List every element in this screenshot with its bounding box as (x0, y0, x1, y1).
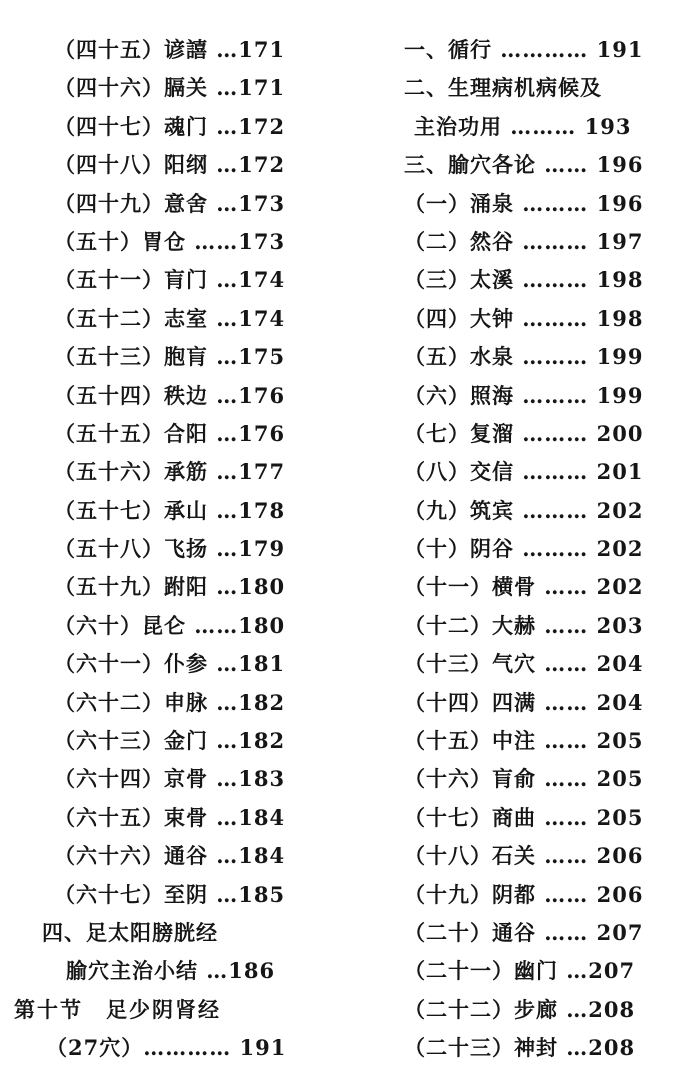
toc-entry (14, 1029, 314, 1067)
toc-entry (404, 377, 694, 415)
toc-entry-text: （六十二）申脉 …182 (54, 689, 286, 715)
toc-entry (404, 722, 694, 760)
toc-entry (14, 415, 314, 453)
toc-entry-text: （四十八）阳纲 …172 (54, 152, 286, 178)
toc-entry-text: （二十一）幽门 …207 (404, 958, 636, 984)
toc-entry-text: （四十七）魂门 …172 (54, 113, 286, 139)
toc-entry (404, 415, 694, 453)
toc-entry (14, 223, 314, 261)
toc-entry-text: （六）照海 ……… 199 (404, 382, 644, 408)
toc-entry-text: 四、足太阳膀胱经 (42, 919, 218, 945)
toc-entry-text: （五十七）承山 …178 (54, 497, 286, 523)
toc-entry-text: 二、生理病机病候及 (404, 75, 602, 101)
toc-entry (14, 645, 314, 683)
toc-entry-text: （二十）通谷 …… 207 (404, 919, 644, 945)
toc-entry (14, 684, 314, 722)
toc-entry (404, 568, 694, 606)
toc-entry-text: （五十一）肓门 …174 (54, 267, 286, 293)
toc-entry (14, 722, 314, 760)
toc-entry (14, 991, 314, 1029)
toc-entry (404, 530, 694, 568)
toc-entry (404, 1029, 694, 1067)
toc-entry-text: （十六）肓俞 …… 205 (404, 766, 644, 792)
toc-entry (14, 69, 314, 107)
toc-entry-text: （十八）石关 …… 206 (404, 843, 644, 869)
toc-entry-text: 一、循行 ………… 191 (404, 37, 644, 62)
toc-right-column (404, 31, 694, 1068)
toc-entry-text: （五十四）秩边 …176 (54, 382, 286, 408)
toc-entry-text: （六十三）金门 …182 (54, 728, 286, 754)
toc-entry (404, 223, 694, 261)
toc-entry-text: （十）阴谷 ……… 202 (404, 536, 644, 562)
toc-entry-text: （九）筑宾 ……… 202 (404, 497, 644, 523)
toc-entry-text: （四十五）谚譆 …171 (54, 37, 286, 62)
toc-entry (404, 453, 694, 491)
toc-entry (404, 991, 694, 1029)
toc-entry (14, 300, 314, 338)
toc-entry (14, 338, 314, 376)
toc-entry (404, 185, 694, 223)
toc-entry-text: （十七）商曲 …… 205 (404, 804, 644, 830)
toc-entry (14, 453, 314, 491)
toc-entry (404, 684, 694, 722)
toc-left-column (14, 31, 314, 1068)
toc-entry-text: （十三）气穴 …… 204 (404, 651, 644, 677)
toc-entry (14, 492, 314, 530)
toc-entry-text: 腧穴主治小结 …186 (66, 958, 276, 984)
toc-entry (14, 837, 314, 875)
toc-entry-text: （六十七）至阴 …185 (54, 881, 286, 907)
toc-entry (404, 69, 694, 107)
toc-entry-text: （十二）大赫 …… 203 (404, 612, 644, 638)
toc-entry-text: （六十一）仆参 …181 (54, 651, 286, 677)
toc-entry-text: （27穴）………… 191 (46, 1035, 287, 1061)
toc-entry-text: （一）涌泉 ……… 196 (404, 190, 644, 216)
toc-entry-text: （三）太溪 ……… 198 (404, 267, 644, 293)
toc-entry-text: （二十三）神封 …208 (404, 1035, 636, 1061)
toc-entry-text: （五十九）跗阳 …180 (54, 574, 286, 600)
toc-entry (14, 261, 314, 299)
toc-entry-text: （二）然谷 ……… 197 (404, 228, 644, 254)
toc-entry (404, 952, 694, 990)
toc-entry (404, 914, 694, 952)
toc-entry-text: 主治功用 ……… 193 (414, 113, 632, 139)
toc-entry (404, 876, 694, 914)
toc-entry (14, 31, 314, 69)
toc-entry (14, 377, 314, 415)
toc-entry (14, 108, 314, 146)
toc-entry (404, 837, 694, 875)
toc-entry (14, 760, 314, 798)
toc-entry-text: （五十二）志室 …174 (54, 305, 286, 331)
toc-entry (404, 799, 694, 837)
toc-entry (404, 261, 694, 299)
toc-entry (404, 760, 694, 798)
toc-entry-text: （五十五）合阳 …176 (54, 420, 286, 446)
toc-entry-text: （六十六）通谷 …184 (54, 843, 286, 869)
toc-entry (404, 146, 694, 184)
toc-entry (404, 607, 694, 645)
toc-entry-text: （四十九）意舍 …173 (54, 190, 286, 216)
toc-entry (404, 108, 694, 146)
toc-entry-text: （六十四）京骨 …183 (54, 766, 286, 792)
toc-entry (14, 914, 314, 952)
toc-entry-text: （十四）四满 …… 204 (404, 689, 644, 715)
toc-entry-text: （五十三）胞肓 …175 (54, 344, 286, 370)
toc-entry-text: 三、腧穴各论 …… 196 (404, 152, 644, 178)
toc-entry-text: （四十六）膈关 …171 (54, 75, 286, 101)
toc-entry-text: （五十）胃仓 ……173 (54, 228, 286, 254)
toc-entry-text: （十九）阴都 …… 206 (404, 881, 644, 907)
toc-entry (14, 952, 314, 990)
toc-entry (404, 300, 694, 338)
toc-entry (14, 799, 314, 837)
toc-entry (14, 185, 314, 223)
toc-entry (14, 876, 314, 914)
toc-entry (404, 645, 694, 683)
toc-entry (404, 31, 694, 69)
toc-entry (14, 146, 314, 184)
toc-entry (14, 530, 314, 568)
toc-entry-text: （八）交信 ……… 201 (404, 459, 644, 485)
toc-entry (404, 492, 694, 530)
toc-entry-text: 第十节 足少阴肾经 (14, 996, 221, 1022)
toc-entry (14, 607, 314, 645)
toc-entry-text: （五十六）承筋 …177 (54, 459, 286, 485)
toc-entry-text: （二十二）步廊 …208 (404, 996, 636, 1022)
toc-entry-text: （五十八）飞扬 …179 (54, 536, 286, 562)
toc-entry-text: （四）大钟 ……… 198 (404, 305, 644, 331)
toc-entry (14, 568, 314, 606)
toc-entry-text: （十一）横骨 …… 202 (404, 574, 644, 600)
toc-entry-text: （七）复溜 ……… 200 (404, 420, 644, 446)
toc-entry-text: （六十五）束骨 …184 (54, 804, 286, 830)
toc-entry (404, 338, 694, 376)
toc-entry-text: （六十）昆仑 ……180 (54, 612, 286, 638)
toc-entry-text: （十五）中注 …… 205 (404, 728, 644, 754)
toc-entry-text: （五）水泉 ……… 199 (404, 344, 644, 370)
